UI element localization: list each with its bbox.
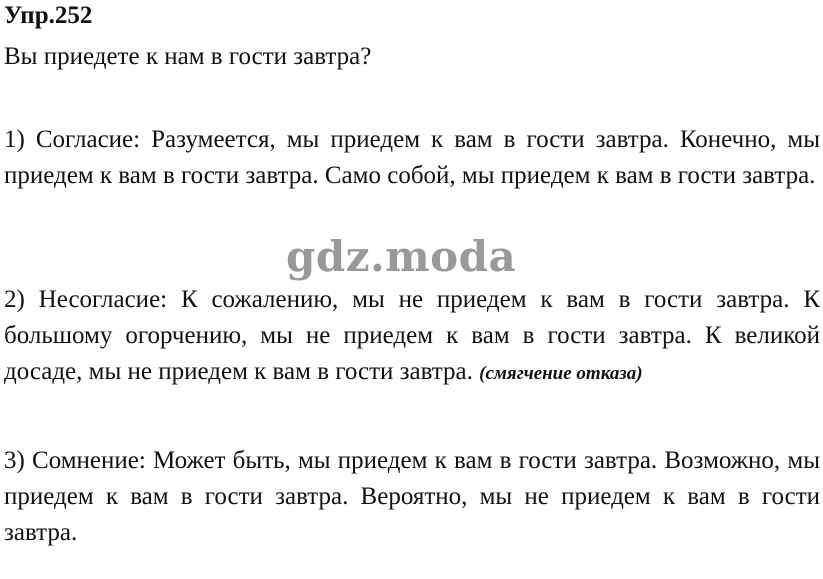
answer-disagreement-note: (смягчение отказа) xyxy=(479,363,643,384)
exercise-title: Упр.252 xyxy=(4,2,93,29)
answer-agreement xyxy=(4,122,820,194)
answer-disagreement xyxy=(4,282,820,392)
question-text: Вы приедете к нам в гости завтра? xyxy=(4,43,372,70)
answer-doubt xyxy=(4,443,820,551)
answer-doubt-text: 3) Сомнение: Может быть, мы приедем к вам в гости завтра. Возможно, мы приедем к вам в гости завтра. Вероятно, мы не приедем к вам в гости завтра. xyxy=(4,447,820,546)
answer-agreement-text: 1) Согласие: Разумеется, мы приедем к вам в гости завтра. Конечно, мы приедем к вам в гости завтра. Само собой, мы приедем к вам в гости завтра. xyxy=(4,126,820,189)
answer-disagreement-text: 2) Несогласие: К сожалению, мы не приедем к вам в гости завтра. К большому огорчению, мы не приедем к вам в гости завтра. К великой досаде, мы не приедем к вам в гости завтра. xyxy=(4,286,820,385)
watermark-logo: gdz.moda xyxy=(286,232,517,281)
